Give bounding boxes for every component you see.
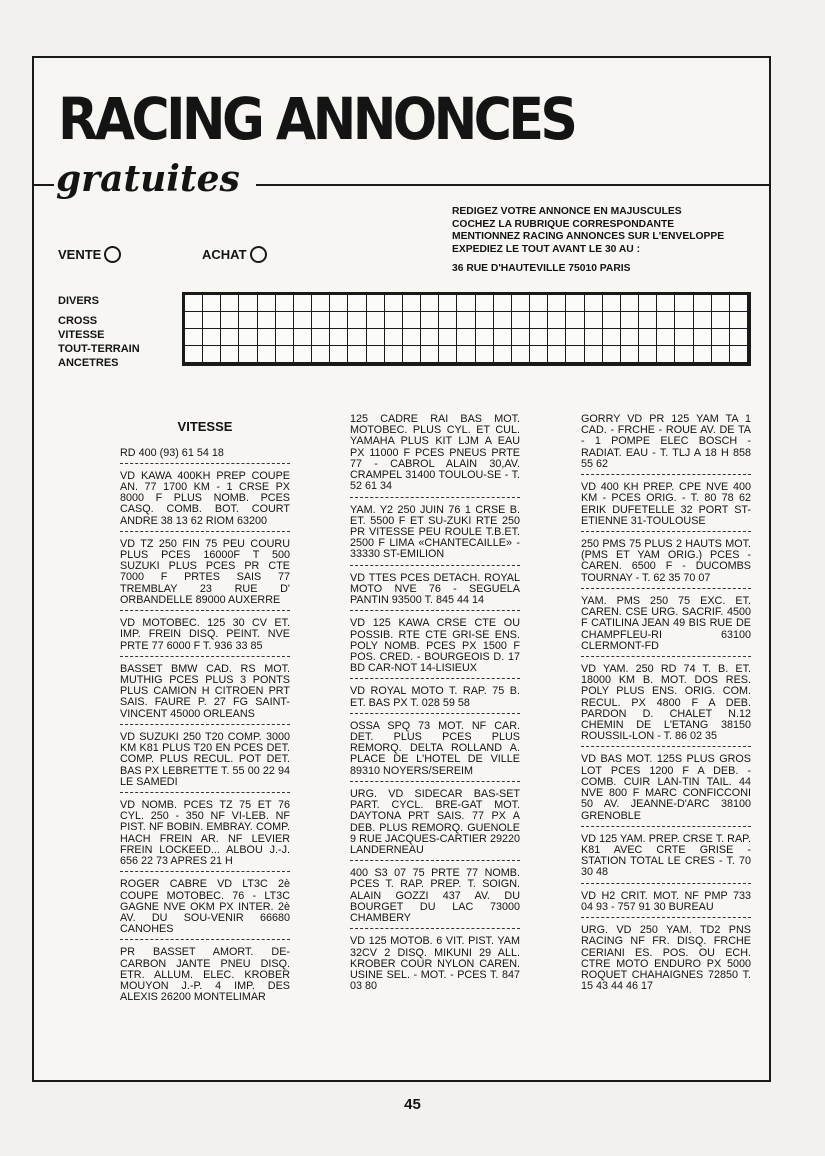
grid-cell[interactable] xyxy=(512,329,530,346)
grid-cell[interactable] xyxy=(439,295,457,312)
grid-cell[interactable] xyxy=(203,295,221,312)
grid-cell[interactable] xyxy=(221,295,239,312)
category-cross[interactable]: CROSS xyxy=(58,315,98,328)
grid-cell[interactable] xyxy=(385,295,403,312)
grid-cell[interactable] xyxy=(421,329,439,346)
grid-cell[interactable] xyxy=(403,295,421,312)
grid-cell[interactable] xyxy=(548,312,566,329)
grid-cell[interactable] xyxy=(276,295,294,312)
grid-cell[interactable] xyxy=(585,329,603,346)
grid-cell[interactable] xyxy=(566,295,584,312)
grid-cell[interactable] xyxy=(312,312,330,329)
ad-entry-grid[interactable] xyxy=(182,292,751,366)
grid-cell[interactable] xyxy=(530,329,548,346)
classified-ad: VD TTES PCES DETACH. ROYAL MOTO NVE 76 - SEGUELA PANTIN 93500 T. 845 44 14 xyxy=(350,573,520,612)
grid-cell[interactable] xyxy=(457,329,475,346)
classified-ad: URG. VD 250 YAM. TD2 PNS RACING NF FR. DISQ. FRCHE CERIANI ES. POS. OU ECH. CTRE MOTO ENDURO PX 5000 ROQUET CHAHAIGNES 72850 T. 15 43 44 46 17 xyxy=(581,924,751,993)
grid-cell[interactable] xyxy=(348,329,366,346)
grid-cell[interactable] xyxy=(730,329,748,346)
grid-cell[interactable] xyxy=(512,312,530,329)
classified-ad: ROGER CABRE VD LT3C 2è COUPE MOTOBEC. 76 - LT3C GAGNE NVE OKM PX INTER. 2è AV. DU SOU-VENIR 66680 CANOHES xyxy=(120,879,290,940)
grid-cell[interactable] xyxy=(421,346,439,363)
grid-cell[interactable] xyxy=(367,329,385,346)
grid-cell[interactable] xyxy=(548,329,566,346)
grid-cell[interactable] xyxy=(276,329,294,346)
grid-cell[interactable] xyxy=(294,329,312,346)
grid-cell[interactable] xyxy=(330,329,348,346)
instruction-line: MENTIONNEZ RACING ANNONCES SUR L'ENVELOPPE xyxy=(452,231,725,243)
grid-cell[interactable] xyxy=(239,346,257,363)
classified-ad: YAM. PMS 250 75 EXC. ET. CAREN. CSE URG. SACRIF. 4500 F CATILINA JEAN 49 BIS RUE DE CHAMPFLEU-RI 63100 CLERMONT-FD xyxy=(581,596,751,657)
classified-ad: VD KAWA 400KH PREP COUPE AN. 77 1700 KM - 1 CRSE PX 8000 F PLUS NOMB. PCES CASQ. COMB. BOT. COURT ANDRE 38 13 62 RIOM 63200 xyxy=(120,471,290,532)
classified-ad: RD 400 (93) 61 54 18 xyxy=(120,448,290,464)
grid-cell[interactable] xyxy=(566,346,584,363)
category-vitesse[interactable]: VITESSE xyxy=(58,329,105,342)
page-number: 45 xyxy=(404,1096,421,1113)
grid-cell[interactable] xyxy=(603,346,621,363)
page-subtitle: gratuites xyxy=(56,158,240,200)
achat-circle-icon[interactable] xyxy=(250,246,267,263)
grid-cell[interactable] xyxy=(530,295,548,312)
grid-cell[interactable] xyxy=(712,312,730,329)
classified-ad: VD 400 KH PREP. CPE NVE 400 KM - PCES ORIG. - T. 80 78 62 ERIK DUFETELLE 32 PORT ST-ETIENNE 31-TOULOUSE xyxy=(581,482,751,532)
vente-circle-icon[interactable] xyxy=(104,246,121,263)
grid-cell[interactable] xyxy=(675,346,693,363)
grid-cell[interactable] xyxy=(403,329,421,346)
grid-cell[interactable] xyxy=(385,329,403,346)
grid-cell[interactable] xyxy=(512,295,530,312)
classified-ad: OSSA SPQ 73 MOT. NF CAR. DET. PLUS PCES PLUS REMORQ. DELTA ROLLAND A. PLACE DE L'HOTEL DE VILLE 89310 NOYERS/SEREIM xyxy=(350,721,520,782)
grid-cell[interactable] xyxy=(603,312,621,329)
grid-cell[interactable] xyxy=(457,312,475,329)
grid-cell[interactable] xyxy=(185,295,203,312)
classified-ad: VD SUZUKI 250 T20 COMP. 3000 KM K81 PLUS T20 EN PCES DET. COMP. PLUS RECUL. POT DET. BAS PX LEBRETTE T. 55 00 22 94 LE SAMEDI xyxy=(120,732,290,793)
classified-ad: GORRY VD PR 125 YAM TA 1 CAD. - FRCHE - ROUE AV. DE TA - 1 POMPE ELEC BOSCH - RADIAT. EAU - T. TLJ A 18 H 858 55 62 xyxy=(581,414,751,475)
ad-column-3 xyxy=(581,414,751,1003)
grid-cell[interactable] xyxy=(185,329,203,346)
grid-cell[interactable] xyxy=(548,346,566,363)
grid-cell[interactable] xyxy=(603,329,621,346)
grid-cell[interactable] xyxy=(621,295,639,312)
grid-cell[interactable] xyxy=(603,295,621,312)
grid-cell[interactable] xyxy=(403,346,421,363)
grid-cell[interactable] xyxy=(639,312,657,329)
grid-cell[interactable] xyxy=(730,312,748,329)
mailing-address: 36 RUE D'HAUTEVILLE 75010 PARIS xyxy=(452,263,631,275)
grid-cell[interactable] xyxy=(330,295,348,312)
grid-cell[interactable] xyxy=(203,346,221,363)
grid-cell[interactable] xyxy=(276,312,294,329)
classified-ad: VD ROYAL MOTO T. RAP. 75 B. ET. BAS PX T. 028 59 58 xyxy=(350,686,520,713)
grid-cell[interactable] xyxy=(675,312,693,329)
section-title: VITESSE xyxy=(177,419,233,434)
grid-cell[interactable] xyxy=(385,312,403,329)
grid-cell[interactable] xyxy=(367,312,385,329)
grid-cell[interactable] xyxy=(621,312,639,329)
subtitle-rule-right xyxy=(256,184,771,186)
grid-cell[interactable] xyxy=(494,346,512,363)
grid-cell[interactable] xyxy=(276,346,294,363)
classified-ad: PR BASSET AMORT. DE-CARBON JANTE PNEU DISQ. ETR. ALLUM. ELEC. KROBER MOUYON J.-P. 4 IMP. DES ALEXIS 26200 MONTELIMAR xyxy=(120,946,290,1004)
grid-cell[interactable] xyxy=(239,295,257,312)
classified-ad: VD TZ 250 FIN 75 PEU COURU PLUS PCES 16000F T 500 SUZUKI PLUS PCES PR CTE 7000 F PRTES SAIS 77 TREMBLAY 23 RUE D' ORBANDELLE 89000 AUXERRE xyxy=(120,539,290,611)
grid-cell[interactable] xyxy=(694,312,712,329)
grid-cell[interactable] xyxy=(494,312,512,329)
grid-cell[interactable] xyxy=(585,346,603,363)
classified-ad: VD 125 MOTOB. 6 VIT. PIST. YAM 32CV 2 DISQ. MIKUNI 29 ALL. KROBER COUR NYLON CAREN. USINE SEL. - MOT. - PCES T. 847 03 80 xyxy=(350,935,520,993)
grid-cell[interactable] xyxy=(348,295,366,312)
grid-cell[interactable] xyxy=(494,329,512,346)
grid-cell[interactable] xyxy=(367,346,385,363)
grid-cell[interactable] xyxy=(294,295,312,312)
grid-cell[interactable] xyxy=(348,312,366,329)
subtitle-rule-left xyxy=(34,184,54,186)
grid-cell[interactable] xyxy=(221,329,239,346)
grid-cell[interactable] xyxy=(476,312,494,329)
category-list xyxy=(58,294,140,370)
grid-cell[interactable] xyxy=(239,329,257,346)
grid-cell[interactable] xyxy=(694,295,712,312)
category-ancetres[interactable]: ANCETRES xyxy=(58,357,119,370)
classified-ad: VD MOTOBEC. 125 30 CV ET. IMP. FREIN DISQ. PEINT. NVE PRTE 77 6000 F T. 936 33 85 xyxy=(120,618,290,657)
grid-cell[interactable] xyxy=(403,312,421,329)
classified-ad: 250 PMS 75 PLUS 2 HAUTS MOT. (PMS ET YAM ORIG.) PCES - CAREN. 6500 F - DUCOMBS TOURNAY - T. 62 35 70 07 xyxy=(581,539,751,589)
grid-cell[interactable] xyxy=(657,346,675,363)
classified-ad: 400 S3 07 75 PRTE 77 NOMB. PCES T. RAP. PREP. T. SOIGN. ALAIN GOZZI 437 AV. DU BOURGET DU LAC 73000 CHAMBERY xyxy=(350,868,520,929)
grid-cell[interactable] xyxy=(712,329,730,346)
grid-cell[interactable] xyxy=(694,329,712,346)
grid-cell[interactable] xyxy=(239,312,257,329)
grid-cell[interactable] xyxy=(439,329,457,346)
grid-cell[interactable] xyxy=(675,329,693,346)
grid-cell[interactable] xyxy=(639,329,657,346)
grid-cell[interactable] xyxy=(712,295,730,312)
instruction-line: EXPEDIEZ LE TOUT AVANT LE 30 AU : xyxy=(452,243,641,255)
grid-cell[interactable] xyxy=(258,346,276,363)
ad-column-2 xyxy=(350,414,520,1003)
grid-cell[interactable] xyxy=(566,312,584,329)
grid-cell[interactable] xyxy=(221,346,239,363)
category-tout-terrain[interactable]: TOUT-TERRAIN xyxy=(58,343,140,356)
grid-cell[interactable] xyxy=(530,312,548,329)
classified-ad: VD 125 KAWA CRSE CTE OU POSSIB. RTE CTE GRI-SE ENS. POLY NOMB. PCES PX 1500 F POS. CRED. - BOURGEOIS D. 17 BD CAR-NOT 14-LISIEUX xyxy=(350,618,520,679)
vente-label: VENTE xyxy=(58,247,102,262)
grid-cell[interactable] xyxy=(512,346,530,363)
ad-column-1 xyxy=(120,414,290,1014)
grid-cell[interactable] xyxy=(639,295,657,312)
grid-cell[interactable] xyxy=(621,346,639,363)
grid-cell[interactable] xyxy=(566,329,584,346)
grid-cell[interactable] xyxy=(258,312,276,329)
grid-cell[interactable] xyxy=(367,295,385,312)
classified-ad: VD 125 YAM. PREP. CRSE T. RAP. K81 AVEC CRTE GRISE - STATION TOTAL LE CRES - T. 70 30 48 xyxy=(581,834,751,884)
grid-cell[interactable] xyxy=(585,312,603,329)
grid-cell[interactable] xyxy=(421,295,439,312)
classified-ad: URG. VD SIDECAR BAS-SET PART. CYCL. BRE-GAT MOT. DAYTONA PRT SAIS. 77 PX A DEB. PLUS REMORQ. GUENOLE 9 RUE JACQUES-CARTIER 29220 LANDERNEAU xyxy=(350,789,520,861)
vente-checkbox[interactable] xyxy=(58,246,121,263)
achat-label: ACHAT xyxy=(202,247,247,262)
grid-cell[interactable] xyxy=(258,329,276,346)
grid-cell[interactable] xyxy=(385,346,403,363)
classified-ad: YAM. Y2 250 JUIN 76 1 CRSE B. ET. 5500 F ET SU-ZUKI RTE 250 PR VITESSE PEU ROULE T.B.ET. 2500 F LIMA «CHANTECAILLE» - 33330 ST-EMILION xyxy=(350,505,520,566)
grid-cell[interactable] xyxy=(494,295,512,312)
grid-cell[interactable] xyxy=(476,295,494,312)
grid-cell[interactable] xyxy=(330,312,348,329)
subtitle-row xyxy=(34,158,773,207)
grid-cell[interactable] xyxy=(621,329,639,346)
grid-cell[interactable] xyxy=(694,346,712,363)
instructions-block xyxy=(452,206,762,276)
grid-cell[interactable] xyxy=(675,295,693,312)
grid-cell[interactable] xyxy=(439,312,457,329)
grid-cell[interactable] xyxy=(421,312,439,329)
instruction-line: REDIGEZ VOTRE ANNONCE EN MAJUSCULES xyxy=(452,206,682,217)
grid-cell[interactable] xyxy=(258,295,276,312)
grid-cell[interactable] xyxy=(185,312,203,329)
instruction-line: COCHEZ LA RUBRIQUE CORRESPONDANTE xyxy=(452,218,675,230)
announcement-frame xyxy=(32,56,771,1082)
grid-cell[interactable] xyxy=(330,346,348,363)
grid-cell[interactable] xyxy=(657,312,675,329)
classified-ad: VD H2 CRIT. MOT. NF PMP 733 04 93 - 757 91 30 BUREAU xyxy=(581,891,751,918)
grid-cell[interactable] xyxy=(657,295,675,312)
grid-cell[interactable] xyxy=(730,295,748,312)
grid-cell[interactable] xyxy=(185,346,203,363)
grid-cell[interactable] xyxy=(294,346,312,363)
grid-cell[interactable] xyxy=(476,329,494,346)
grid-cell[interactable] xyxy=(657,329,675,346)
grid-cell[interactable] xyxy=(348,346,366,363)
classified-ad: VD YAM. 250 RD 74 T. B. ET. 18000 KM B. MOT. DOS RES. POLY PLUS ENS. ORIG. COM. RECUL. PX 4800 F A DEB. PARDON D. CHALET N.12 CHEMIN DE L'ETANG 38150 ROUSSIL-LON - T. 86 02 35 xyxy=(581,664,751,748)
grid-cell[interactable] xyxy=(203,312,221,329)
grid-cell[interactable] xyxy=(312,329,330,346)
grid-cell[interactable] xyxy=(221,312,239,329)
grid-cell[interactable] xyxy=(730,346,748,363)
grid-cell[interactable] xyxy=(203,329,221,346)
grid-cell[interactable] xyxy=(476,346,494,363)
grid-cell[interactable] xyxy=(712,346,730,363)
grid-cell[interactable] xyxy=(439,346,457,363)
achat-checkbox[interactable] xyxy=(202,246,267,263)
grid-cell[interactable] xyxy=(294,312,312,329)
grid-cell[interactable] xyxy=(457,346,475,363)
page-title: RACING ANNONCES xyxy=(58,85,575,153)
grid-cell[interactable] xyxy=(548,295,566,312)
grid-cell[interactable] xyxy=(530,346,548,363)
grid-cell[interactable] xyxy=(639,346,657,363)
classified-ad: BASSET BMW CAD. RS MOT. MUTHIG PCES PLUS 3 PONTS PLUS CAMION H CITROEN PRT SAIS. FAURE P. 27 FG SAINT-VINCENT 45000 ORLEANS xyxy=(120,664,290,725)
classified-ad: VD BAS MOT. 125S PLUS GROS LOT PCES 1200 F A DEB. - COMB. CUIR LAN-TIN TAIL. 44 NVE 800 F MARC CONFICCONI 50 AV. JEANNE-D'ARC 38100 GRENOBLE xyxy=(581,754,751,826)
grid-cell[interactable] xyxy=(312,346,330,363)
grid-cell[interactable] xyxy=(457,295,475,312)
grid-cell[interactable] xyxy=(312,295,330,312)
grid-cell[interactable] xyxy=(585,295,603,312)
classified-ad: VD NOMB. PCES TZ 75 ET 76 CYL. 250 - 350 NF VI-LEB. NF PIST. NF BOBIN. EMBRAY. COMP. HACH FREIN AR. NF LEVIER FREIN LOCKEED... ALBOU J.-J. 656 22 73 APRES 21 H xyxy=(120,800,290,872)
category-divers[interactable]: DIVERS xyxy=(58,295,99,307)
classified-ad: 125 CADRE RAI BAS MOT. MOTOBEC. PLUS CYL. ET CUL. YAMAHA PLUS KIT LJM A EAU PX 11000 F PCES PNEUS PRTE 77 - CABROL ALAIN 30,AV. CRAMPEL 31400 TOULOU-SE - T. 52 61 34 xyxy=(350,414,520,498)
